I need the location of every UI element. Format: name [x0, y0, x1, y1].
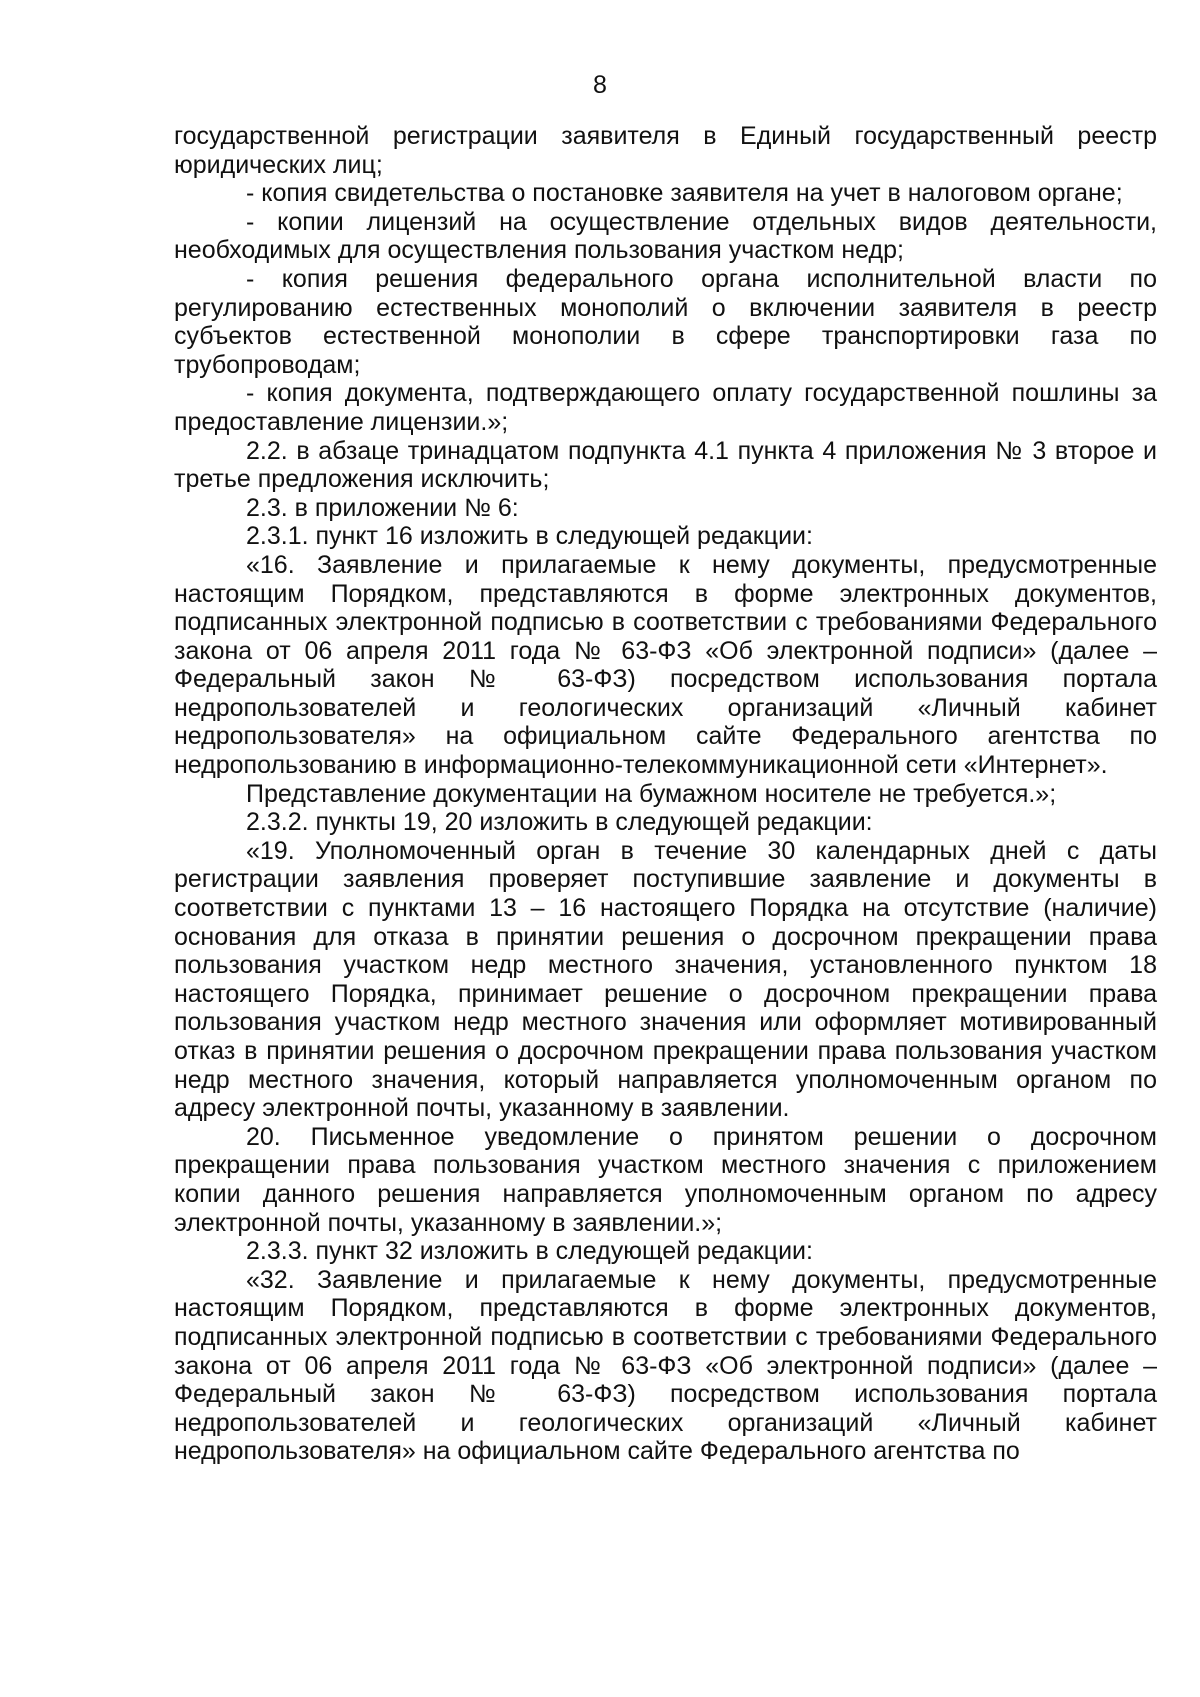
- item-32-text: «32. Заявление и прилагаемые к нему документы, предусмотренные настоящим Порядком, представляются в форме электронных документов, подписанных электронной подписью в соответствии с требованиями Федерального закона от 06 апреля 2011 года № 63-ФЗ «Об электронной подписи» (далее – Федеральный закон № 63-ФЗ) посредством использования портала недропользователей и геологических организаций «Личный кабинет недропользователя» на официальном сайте Федерального агентства по: [174, 1265, 1157, 1466]
- clause-2-3-2: 2.3.2. пункты 19, 20 изложить в следующей редакции:: [246, 808, 873, 837]
- list-item-tax-registration-copy: - копия свидетельства о постановке заявителя на учет в налоговом органе;: [246, 179, 1123, 208]
- item-20-text: 20. Письменное уведомление о принятом решении о досрочном прекращении права пользования участком местного значения с приложением копии данного решения направляется уполномоченным органом по адресу электронной почты, указанному в заявлении.»;: [174, 1122, 1157, 1237]
- item-16-text: «16. Заявление и прилагаемые к нему документы, предусмотренные настоящим Порядком, представляются в форме электронных документов, подписанных электронной подписью в соответствии с требованиями Федерального закона от 06 апреля 2011 года № 63-ФЗ «Об электронной подписи» (далее – Федеральный закон № 63-ФЗ) посредством использования портала недропользователей и геологических организаций «Личный кабинет недропользователя» на официальном сайте Федерального агентства по недропользованию в информационно-телекоммуникационной сети «Интернет».: [174, 550, 1157, 780]
- clause-2-3-1: 2.3.1. пункт 16 изложить в следующей редакции:: [246, 522, 813, 551]
- document-body: [174, 122, 1157, 1466]
- page-number: 8: [593, 71, 607, 99]
- item-19-text: «19. Уполномоченный орган в течение 30 календарных дней с даты регистрации заявления проверяет поступившие заявление и документы в соответствии с пунктами 13 – 16 настоящего Порядка на отсутствие (наличие) основания для отказа в принятии решения о досрочном прекращении права пользования участком недр местного значения, установленного пунктом 18 настоящего Порядка, принимает решение о досрочном прекращении права пользования участком недр местного значения или оформляет мотивированный отказ в принятии решения о досрочном прекращении права пользования участком недр местного значения, который направляется уполномоченным органом по адресу электронной почты, указанному в заявлении.: [174, 836, 1157, 1123]
- paper-documents-note: Представление документации на бумажном носителе не требуется.»;: [246, 779, 1057, 808]
- list-item-license-copies: - копии лицензий на осуществление отдельных видов деятельности, необходимых для осуществления пользования участком недр;: [174, 207, 1157, 265]
- list-item-monopoly-decision-copy: - копия решения федерального органа исполнительной власти по регулированию естественных монополий о включении заявителя в реестр субъектов естественной монополии в сфере транспортировки газа по трубопроводам;: [174, 264, 1157, 379]
- clause-2-3-3: 2.3.3. пункт 32 изложить в следующей редакции:: [246, 1237, 813, 1266]
- clause-2-2: 2.2. в абзаце тринадцатом подпункта 4.1 пункта 4 приложения № 3 второе и третье предложения исключить;: [174, 436, 1157, 494]
- paragraph-continuation: государственной регистрации заявителя в Единый государственный реестр юридических лиц;: [174, 122, 1157, 179]
- clause-2-3: 2.3. в приложении № 6:: [246, 493, 519, 522]
- list-item-fee-payment-copy: - копия документа, подтверждающего оплату государственной пошлины за предоставление лицензии.»;: [174, 379, 1157, 436]
